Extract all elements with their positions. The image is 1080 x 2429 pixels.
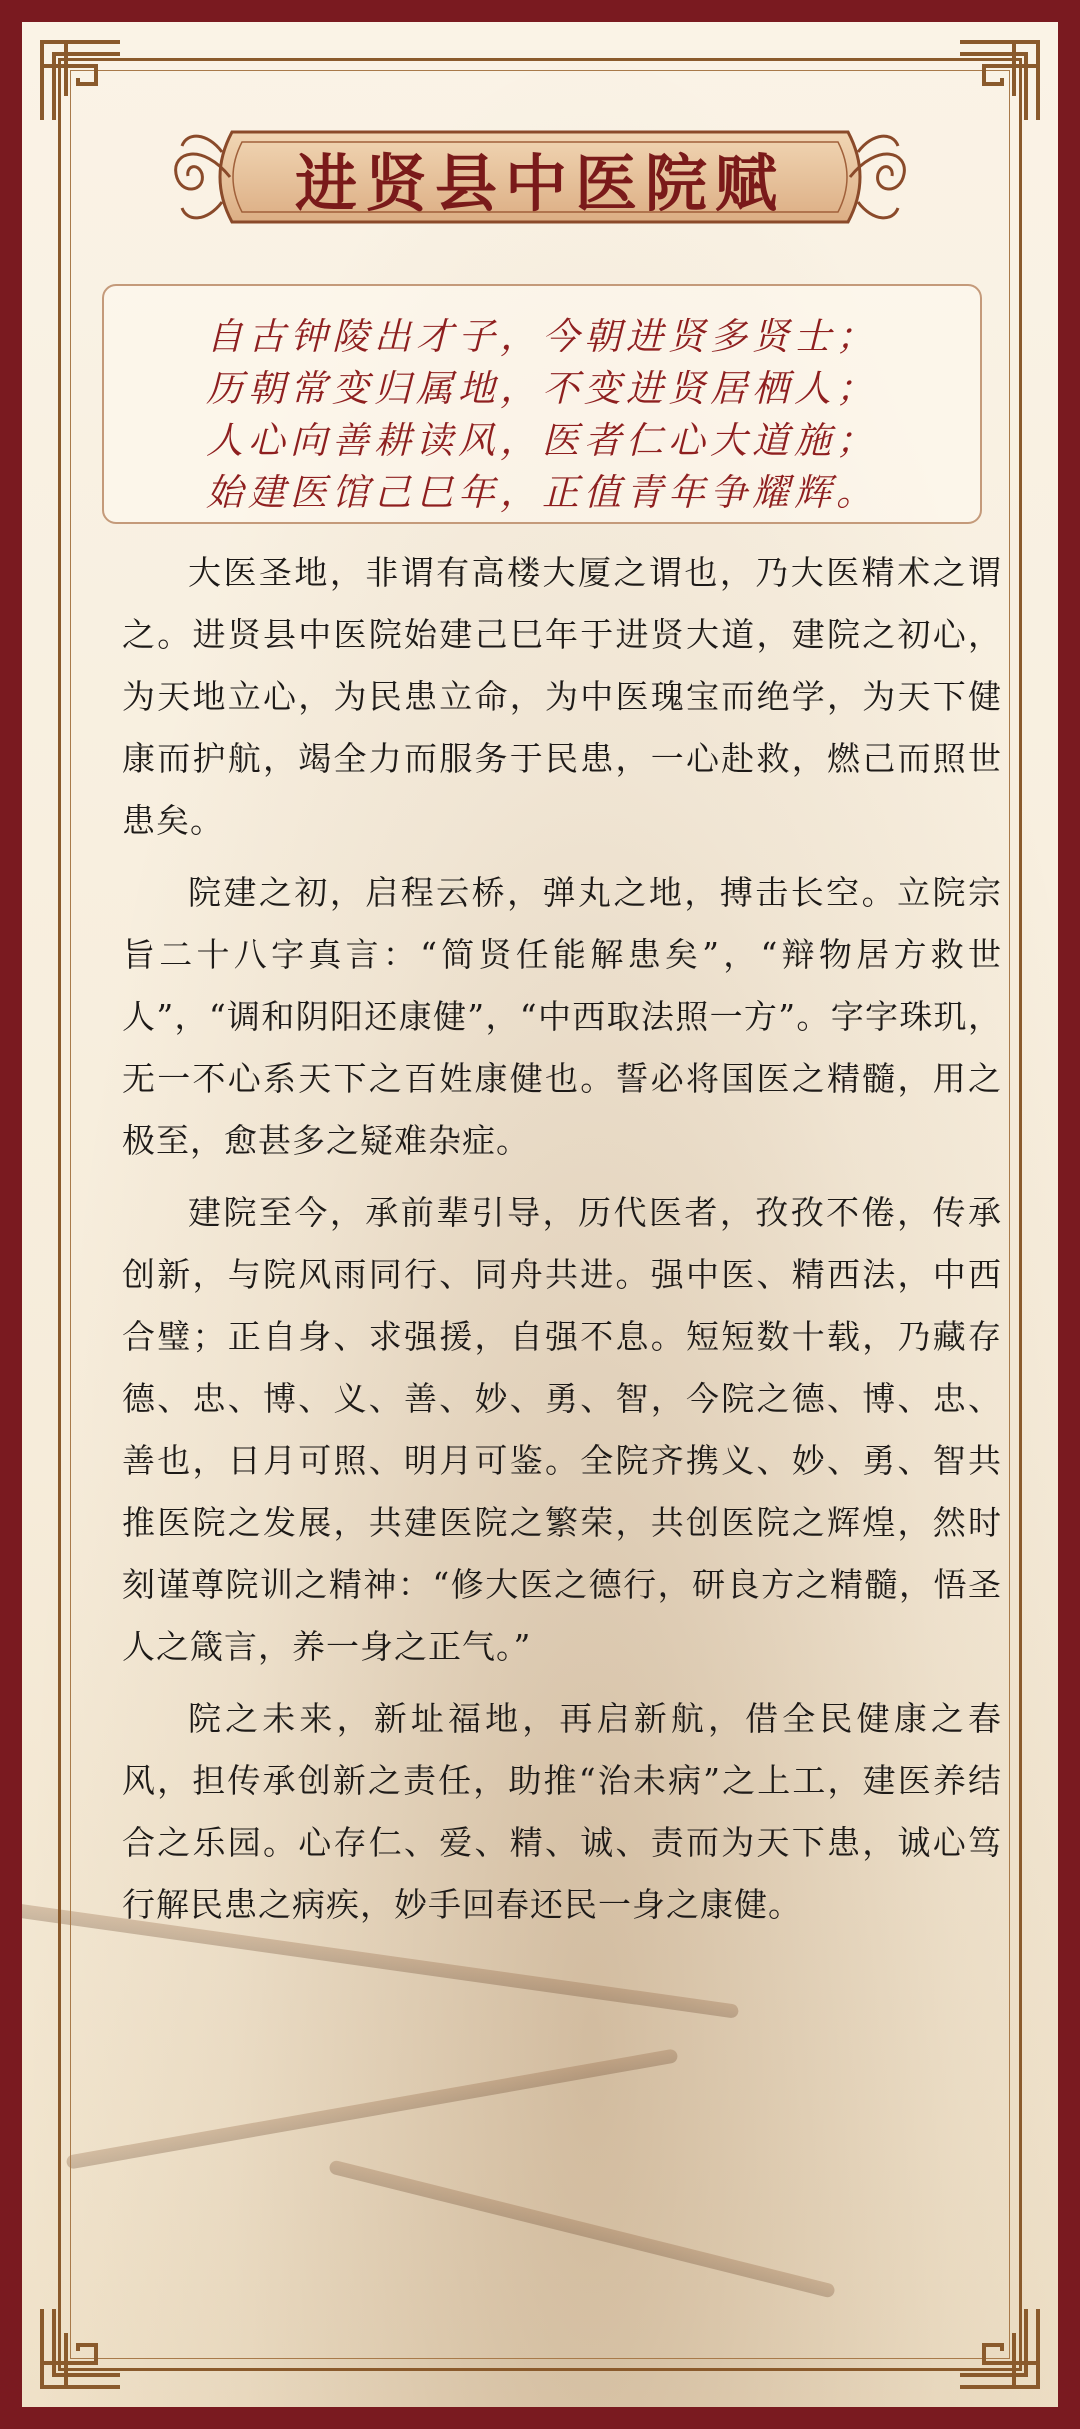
body-text: [122, 542, 1002, 1936]
paragraph-2: 院建之初，启程云桥，弹丸之地，搏击长空。立院宗旨二十八字真言：“简贤任能解患矣”，“辩物居方救世人”，“调和阴阳还康健”，“中西取法照一方”。字字珠玑，无一不心系天下之百姓康健也。誓必将国医之精髓，用之极至，愈甚多之疑难杂症。: [122, 873, 1002, 1160]
corner-ornament-icon: [954, 36, 1044, 126]
poem-box: [102, 284, 982, 524]
corner-ornament-icon: [954, 2303, 1044, 2393]
scroll-page: [22, 22, 1058, 2407]
poem-line: 自古钟陵出才子，今朝进贤多贤士；: [206, 315, 878, 358]
title-banner: [162, 112, 918, 242]
page-title: 进贤县中医院赋: [294, 147, 785, 220]
corner-ornament-icon: [36, 36, 126, 126]
corner-ornament-icon: [36, 2303, 126, 2393]
paragraph-1: 大医圣地，非谓有高楼大厦之谓也，乃大医精术之谓之。进贤县中医院始建己巳年于进贤大道，建院之初心，为天地立心，为民患立命，为中医瑰宝而绝学，为天下健康而护航，竭全力而服务于民患，一心赴救，燃己而照世患矣。: [122, 553, 1002, 840]
poem-line: 始建医馆己巳年，正值青年争耀辉。: [206, 471, 878, 514]
paragraph-3: 建院至今，承前辈引导，历代医者，孜孜不倦，传承创新，与院风雨同行、同舟共进。强中医、精西法，中西合璧；正自身、求强援，自强不息。短短数十载，乃藏存德、忠、博、义、善、妙、勇、智，今院之德、博、忠、善也，日月可照、明月可鉴。全院齐携义、妙、勇、智共推医院之发展，共建医院之繁荣，共创医院之辉煌，然时刻谨尊院训之精神：“修大医之德行，研良方之精髓，悟圣人之箴言，养一身之正气。”: [122, 1193, 1002, 1666]
poem-line: 人心向善耕读风，医者仁心大道施；: [206, 419, 878, 462]
poem-line: 历朝常变归属地，不变进贤居栖人；: [206, 367, 878, 410]
paragraph-4: 院之未来，新址福地，再启新航，借全民健康之春风，担传承创新之责任，助推“治未病”之上工，建医养结合之乐园。心存仁、爱、精、诚、责而为天下患，诚心笃行解民患之病疾，妙手回春还民一身之康健。: [122, 1699, 1002, 1924]
